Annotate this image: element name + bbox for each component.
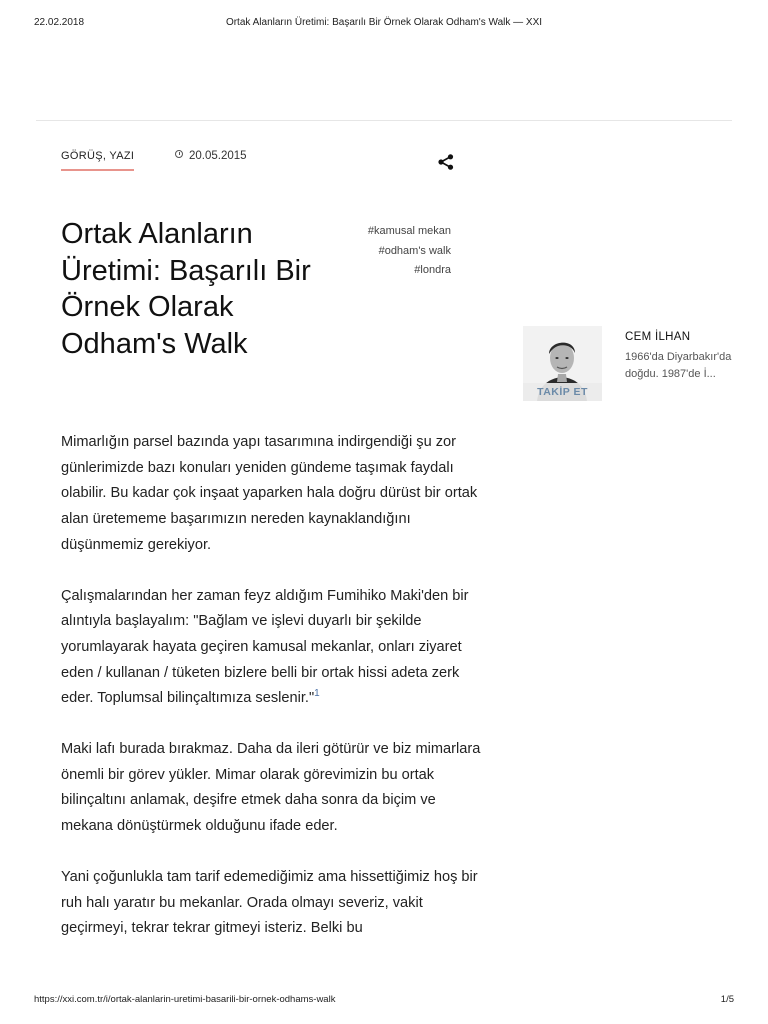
paragraph-3: Maki lafı burada bırakmaz. Daha da ileri götürür ve biz mimarlara önemli bir görev yükler. Mimar olarak görevimizin bu ortak bilinçaltını anlamak, deşifre etmek daha sonra da biçim ve mekana dönüştürmek olduğunu ifade eder. xyxy=(61,741,481,835)
author-name[interactable]: CEM İLHAN xyxy=(625,331,691,343)
tag-list xyxy=(300,222,451,281)
tag-kamusal-mekan[interactable]: #kamusal mekan xyxy=(367,225,451,237)
print-footer xyxy=(34,994,734,1008)
publish-date-text: 20.05.2015 xyxy=(189,150,247,162)
print-url: https://xxi.com.tr/i/ortak-alanlarin-uretimi-basarili-bir-ornek-odhams-walk xyxy=(34,994,336,1005)
header-divider xyxy=(36,120,732,121)
page-number: 1/5 xyxy=(720,994,734,1005)
print-page-title: Ortak Alanların Üretimi: Başarılı Bir Örnek Olarak Odham's Walk — XXI xyxy=(225,17,543,28)
paragraph-1: Mimarlığın parsel bazında yapı tasarımına indirgendiği şu zor günlerimizde bazı konuları yeniden gündeme taşımak faydalı olabilir. Bu kadar çok inşaat yaparken hala doğru dürüst bir ortak alan üretememe başarımızın nereden kaynaklandığını düşünmemiz gerekiyor. xyxy=(61,434,478,553)
paragraph-2-text: Çalışmalarından her zaman feyz aldığım Fumihiko Maki'den bir alıntıyla başlayalım: "Bağlam ve işlevi duyarlı bir şekilde yorumlayarak hayata geçiren kamusal mekanlar, onları ziyaret eden / kullanan / tüketen bizlere belli bir ortak hissi adeta zerk eder. Toplumsal bilinçaltımıza seslenir." xyxy=(61,587,469,707)
tag-londra[interactable]: #londra xyxy=(414,264,451,276)
clock-icon xyxy=(175,150,183,158)
author-bio: 1966'da Diyarbakır'da doğdu. 1987'de İ... xyxy=(625,351,732,380)
paragraph-2 xyxy=(61,584,481,713)
share-icon[interactable] xyxy=(437,153,455,171)
paragraph-4: Yani çoğunlukla tam tarif edemediğimiz ama hissettiğimiz hoş bir ruh halı yaratır bu mekanlar. Orada olmayı severiz, vakit geçirmeyi, tekrar tekrar gitmeyi isteriz. Belki bu xyxy=(61,868,478,937)
footnote-link[interactable]: 1 xyxy=(314,688,320,700)
category-links xyxy=(61,150,134,171)
category-yazi-link[interactable]: YAZI xyxy=(109,150,135,162)
category-separator: , xyxy=(102,150,107,162)
print-header xyxy=(34,17,734,31)
article-title: Ortak Alanların Üretimi: Başarılı Bir Örnek Olarak Odham's Walk xyxy=(61,218,311,360)
article-body xyxy=(61,430,481,967)
follow-button[interactable]: TAKİP ET xyxy=(523,383,602,401)
tag-odhams-walk[interactable]: #odham's walk xyxy=(378,244,451,257)
publish-date xyxy=(175,150,247,162)
print-date: 22.02.2018 xyxy=(34,17,85,28)
category-gorus-link[interactable]: GÖRÜŞ xyxy=(61,150,103,162)
author-avatar[interactable] xyxy=(523,326,602,401)
